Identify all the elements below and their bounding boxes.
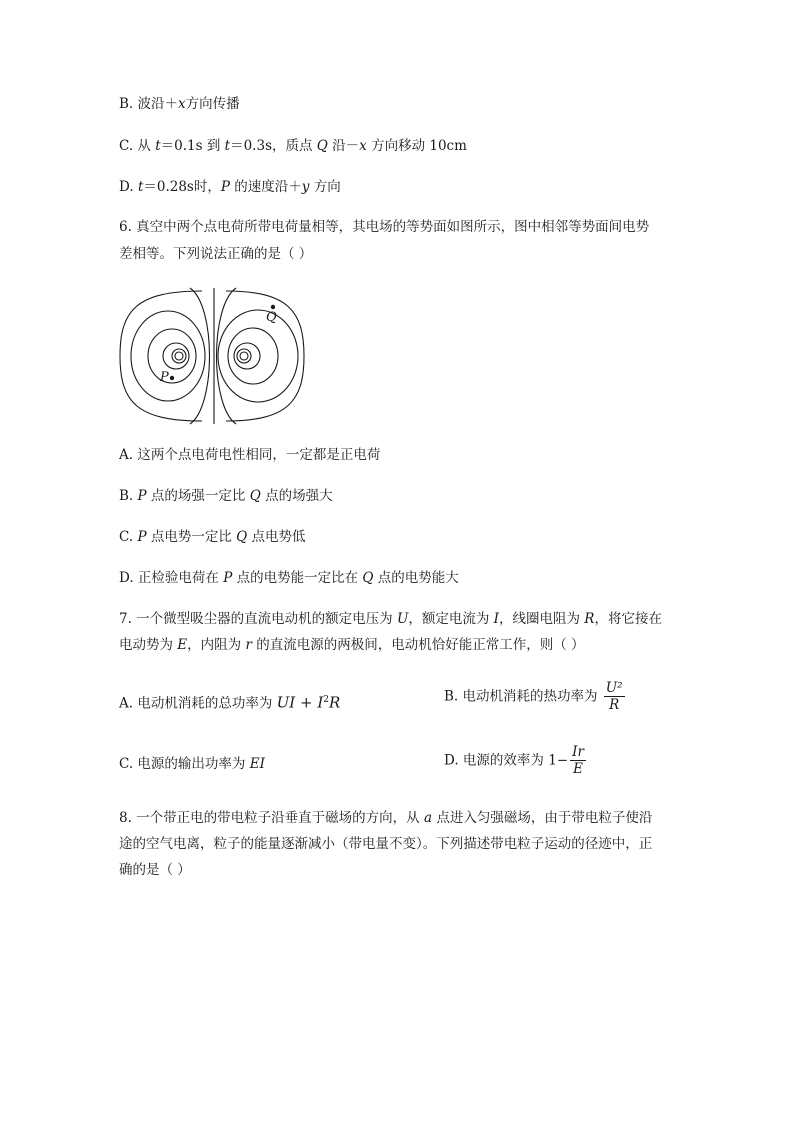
- right-equipotential-0: [240, 352, 248, 360]
- q5-option-d[interactable]: D. t＝0.28s时，P 的速度沿＋y 方向: [119, 179, 341, 195]
- q6-option-c[interactable]: C. P 点电势一定比 Q 点电势低: [119, 529, 306, 545]
- left-equipotential-outer: [190, 288, 210, 424]
- point-p-label: P: [160, 370, 169, 385]
- q6-option-a[interactable]: A. 这两个点电荷电性相同，一定都是正电荷: [119, 447, 381, 463]
- q7-option-b[interactable]: B. 电动机消耗的热功率为 $\frac{\text{U²}}{R}$: [444, 680, 623, 713]
- q7-stem-line2: 电动势为 E，内阻为 r 的直流电源的两极间，电动机恰好能正常工作，则（ ）: [119, 637, 585, 653]
- left-equipotential-0: [175, 352, 183, 360]
- left-equipotential-2: [163, 343, 189, 369]
- point-p-dot: [170, 376, 174, 380]
- right-equipotential-3: [228, 328, 278, 384]
- q6-stem-line2: 差相等。下列说法正确的是（ ）: [119, 246, 313, 262]
- right-equipotential-4: [218, 310, 298, 402]
- q7-option-a[interactable]: A. 电动机消耗的总功率为 UI + $I^2R$: [119, 693, 341, 712]
- q7-stem-line1: 7. 一个微型吸尘器的直流电动机的额定电压为 U，额定电流为 I，线圈电阻为 R，将它接在: [119, 611, 662, 627]
- left-equipotential-1: [172, 349, 186, 363]
- right-equipotential-2: [234, 343, 260, 369]
- q7-option-d[interactable]: D. 电源的效率为 1− $\frac{Ir}{E}$: [444, 744, 584, 777]
- fraction-ir-over-e: $\frac{Ir}{E}$: [572, 744, 584, 777]
- equipotential-figure: [118, 286, 318, 426]
- q6-option-d[interactable]: D. 正检验电荷在 P 点的电势能一定比在 Q 点的电势能大: [119, 570, 459, 586]
- q5-option-b[interactable]: B. 波沿＋x方向传播: [119, 96, 240, 112]
- right-equipotential-outer: [217, 288, 237, 424]
- left-equipotential-5: [120, 291, 202, 421]
- fraction-u2-over-r: $\frac{\text{U²}}{R}$: [605, 680, 623, 713]
- q8-stem-line3: 确的是（ ）: [119, 862, 191, 878]
- q6-option-b[interactable]: B. P 点的场强一定比 Q 点的场强大: [119, 488, 333, 504]
- q8-stem-line1: 8. 一个带正电的带电粒子沿垂直于磁场的方向，从 a 点进入匀强磁场，由于带电粒子使沿: [119, 810, 653, 826]
- right-equipotential-1: [237, 349, 251, 363]
- q7-option-c[interactable]: C. 电源的输出功率为 EI: [119, 756, 265, 772]
- q8-stem-line2: 途的空气电离，粒子的能量逐渐减小（带电量不变）。下列描述带电粒子运动的径迹中，正: [119, 836, 653, 852]
- q6-stem-line1: 6. 真空中两个点电荷所带电荷量相等，其电场的等势面如图所示，图中相邻等势面间电势: [119, 219, 650, 235]
- point-q-label: Q: [266, 310, 277, 325]
- q5-option-c[interactable]: C. 从 t＝0.1s 到 t＝0.3s，质点 Q 沿－x 方向移动 10cm: [119, 138, 467, 154]
- point-q-dot: [271, 305, 275, 309]
- left-equipotential-4: [131, 311, 205, 401]
